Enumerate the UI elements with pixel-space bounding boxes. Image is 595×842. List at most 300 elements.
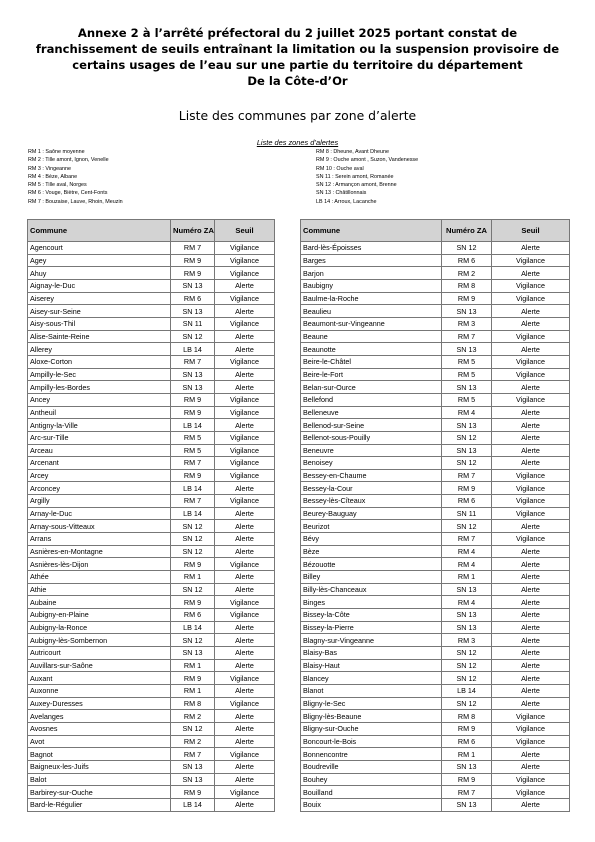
za-cell: SN 13 bbox=[171, 368, 215, 381]
commune-cell: Bellenot-sous-Pouilly bbox=[301, 431, 442, 444]
table-row bbox=[28, 317, 275, 330]
table-row bbox=[301, 406, 570, 419]
seuil-cell: Vigilance bbox=[215, 431, 275, 444]
table-row bbox=[301, 596, 570, 609]
seuil-cell: Alerte bbox=[215, 735, 275, 748]
commune-cell: Bellefond bbox=[301, 393, 442, 406]
commune-cell: Barjon bbox=[301, 267, 442, 280]
commune-cell: Balot bbox=[28, 773, 171, 786]
seuil-cell: Alerte bbox=[492, 267, 570, 280]
table-row bbox=[28, 305, 275, 318]
za-cell: RM 7 bbox=[171, 355, 215, 368]
seuil-cell: Alerte bbox=[492, 419, 570, 432]
commune-cell: Blancey bbox=[301, 672, 442, 685]
seuil-cell: Alerte bbox=[492, 571, 570, 584]
header-seuil: Seuil bbox=[492, 220, 570, 242]
za-cell: RM 7 bbox=[442, 786, 492, 799]
legend-item: RM 9 : Ouche amont , Suzon, Vandenesse bbox=[316, 157, 419, 164]
commune-cell: Arc-sur-Tille bbox=[28, 431, 171, 444]
za-cell: LB 14 bbox=[171, 482, 215, 495]
legend-item: RM 4 : Bèze, Albane bbox=[28, 173, 78, 180]
table-row bbox=[301, 786, 570, 799]
seuil-cell: Alerte bbox=[492, 457, 570, 470]
za-cell: SN 13 bbox=[171, 279, 215, 292]
legend-item: LB 14 : Arroux, Lacanche bbox=[316, 198, 377, 205]
table-row bbox=[301, 368, 570, 381]
seuil-cell: Vigilance bbox=[492, 254, 570, 267]
commune-cell: Aubaine bbox=[28, 596, 171, 609]
table-row bbox=[301, 292, 570, 305]
za-cell: SN 13 bbox=[171, 760, 215, 773]
table-row bbox=[28, 571, 275, 584]
legend-item: RM 2 : Tille amont, Ignon, Venelle bbox=[28, 157, 109, 164]
seuil-cell: Vigilance bbox=[492, 507, 570, 520]
commune-cell: Barbirey-sur-Ouche bbox=[28, 786, 171, 799]
za-cell: RM 7 bbox=[171, 748, 215, 761]
table-row bbox=[28, 292, 275, 305]
table-row bbox=[301, 279, 570, 292]
seuil-cell: Alerte bbox=[492, 305, 570, 318]
commune-cell: Allerey bbox=[28, 343, 171, 356]
za-cell: RM 6 bbox=[442, 495, 492, 508]
seuil-cell: Vigilance bbox=[215, 495, 275, 508]
commune-cell: Avot bbox=[28, 735, 171, 748]
table-row bbox=[301, 317, 570, 330]
commune-cell: Bagnot bbox=[28, 748, 171, 761]
header-commune: Commune bbox=[28, 220, 171, 242]
table-row bbox=[301, 305, 570, 318]
table-row bbox=[28, 330, 275, 343]
seuil-cell: Vigilance bbox=[215, 457, 275, 470]
seuil-cell: Alerte bbox=[492, 520, 570, 533]
seuil-cell: Alerte bbox=[215, 773, 275, 786]
seuil-cell: Alerte bbox=[492, 242, 570, 255]
table-row bbox=[28, 533, 275, 546]
seuil-cell: Vigilance bbox=[215, 254, 275, 267]
seuil-cell: Vigilance bbox=[492, 710, 570, 723]
table-row bbox=[28, 773, 275, 786]
commune-cell: Belan-sur-Ource bbox=[301, 381, 442, 394]
commune-cell: Ahuy bbox=[28, 267, 171, 280]
table-row bbox=[28, 444, 275, 457]
table-row bbox=[28, 457, 275, 470]
seuil-cell: Vigilance bbox=[215, 444, 275, 457]
table-row bbox=[28, 267, 275, 280]
commune-cell: Baulme-la-Roche bbox=[301, 292, 442, 305]
table-row bbox=[28, 507, 275, 520]
seuil-cell: Alerte bbox=[215, 634, 275, 647]
title-line: De la Côte-d’Or bbox=[247, 74, 348, 88]
seuil-cell: Vigilance bbox=[492, 495, 570, 508]
seuil-cell: Alerte bbox=[492, 545, 570, 558]
za-cell: RM 9 bbox=[171, 469, 215, 482]
table-row bbox=[301, 798, 570, 811]
seuil-cell: Alerte bbox=[215, 381, 275, 394]
za-cell: SN 13 bbox=[442, 583, 492, 596]
title-line: certains usages de l’eau sur une partie du territoire du département bbox=[72, 58, 523, 72]
seuil-cell: Alerte bbox=[215, 722, 275, 735]
za-cell: LB 14 bbox=[171, 621, 215, 634]
za-cell: RM 9 bbox=[171, 393, 215, 406]
za-cell: RM 9 bbox=[442, 482, 492, 495]
commune-cell: Autricourt bbox=[28, 647, 171, 660]
seuil-cell: Alerte bbox=[492, 609, 570, 622]
seuil-cell: Alerte bbox=[215, 520, 275, 533]
table-row bbox=[301, 697, 570, 710]
seuil-cell: Vigilance bbox=[215, 609, 275, 622]
table-row bbox=[301, 634, 570, 647]
legend-left bbox=[28, 148, 123, 206]
title-line: franchissement de seuils entraînant la limitation ou la suspension provisoire de bbox=[35, 42, 560, 56]
seuil-cell: Alerte bbox=[492, 583, 570, 596]
commune-cell: Bligny-sur-Ouche bbox=[301, 722, 442, 735]
za-cell: LB 14 bbox=[171, 507, 215, 520]
legend-item: RM 6 : Vouge, Biètre, Cent-Fonts bbox=[28, 190, 108, 197]
commune-cell: Bouhey bbox=[301, 773, 442, 786]
za-cell: RM 6 bbox=[171, 292, 215, 305]
communes-table-right bbox=[300, 219, 570, 812]
seuil-cell: Alerte bbox=[215, 419, 275, 432]
table-row bbox=[301, 267, 570, 280]
commune-cell: Arcey bbox=[28, 469, 171, 482]
za-cell: SN 13 bbox=[442, 381, 492, 394]
za-cell: SN 13 bbox=[442, 609, 492, 622]
table-row bbox=[301, 469, 570, 482]
seuil-cell: Alerte bbox=[215, 305, 275, 318]
seuil-cell: Alerte bbox=[215, 583, 275, 596]
commune-cell: Aubigny-en-Plaine bbox=[28, 609, 171, 622]
seuil-cell: Alerte bbox=[492, 317, 570, 330]
seuil-cell: Alerte bbox=[492, 760, 570, 773]
za-cell: SN 13 bbox=[442, 760, 492, 773]
table-row bbox=[301, 722, 570, 735]
table-row bbox=[28, 368, 275, 381]
table-row bbox=[28, 786, 275, 799]
seuil-cell: Alerte bbox=[492, 697, 570, 710]
za-cell: SN 11 bbox=[171, 317, 215, 330]
seuil-cell: Alerte bbox=[215, 279, 275, 292]
commune-cell: Athie bbox=[28, 583, 171, 596]
commune-cell: Ampilly-le-Sec bbox=[28, 368, 171, 381]
table-row bbox=[301, 583, 570, 596]
za-cell: SN 13 bbox=[442, 798, 492, 811]
za-cell: SN 13 bbox=[442, 305, 492, 318]
za-cell: RM 1 bbox=[442, 571, 492, 584]
seuil-cell: Alerte bbox=[215, 330, 275, 343]
seuil-cell: Alerte bbox=[492, 659, 570, 672]
table-row bbox=[301, 419, 570, 432]
seuil-cell: Alerte bbox=[492, 621, 570, 634]
seuil-cell: Vigilance bbox=[492, 279, 570, 292]
seuil-cell: Vigilance bbox=[215, 393, 275, 406]
commune-cell: Bouix bbox=[301, 798, 442, 811]
za-cell: RM 8 bbox=[442, 710, 492, 723]
za-cell: RM 4 bbox=[442, 558, 492, 571]
table-row bbox=[301, 444, 570, 457]
commune-cell: Beire-le-Châtel bbox=[301, 355, 442, 368]
commune-cell: Beaune bbox=[301, 330, 442, 343]
commune-cell: Bézouotte bbox=[301, 558, 442, 571]
za-cell: SN 12 bbox=[171, 520, 215, 533]
seuil-cell: Vigilance bbox=[492, 469, 570, 482]
za-cell: SN 12 bbox=[171, 533, 215, 546]
seuil-cell: Alerte bbox=[215, 343, 275, 356]
commune-cell: Blagny-sur-Vingeanne bbox=[301, 634, 442, 647]
seuil-cell: Vigilance bbox=[215, 292, 275, 305]
seuil-cell: Vigilance bbox=[215, 697, 275, 710]
table-row bbox=[28, 419, 275, 432]
commune-cell: Agey bbox=[28, 254, 171, 267]
table-row bbox=[28, 469, 275, 482]
table-row bbox=[301, 659, 570, 672]
table-row bbox=[301, 609, 570, 622]
commune-cell: Arconcey bbox=[28, 482, 171, 495]
table-row bbox=[28, 798, 275, 811]
commune-cell: Avelanges bbox=[28, 710, 171, 723]
za-cell: RM 5 bbox=[442, 355, 492, 368]
commune-cell: Arnay-sous-Vitteaux bbox=[28, 520, 171, 533]
commune-cell: Athée bbox=[28, 571, 171, 584]
commune-cell: Aignay-le-Duc bbox=[28, 279, 171, 292]
za-cell: LB 14 bbox=[171, 419, 215, 432]
table-row bbox=[301, 533, 570, 546]
seuil-cell: Alerte bbox=[215, 571, 275, 584]
commune-cell: Belleneuve bbox=[301, 406, 442, 419]
commune-cell: Arrans bbox=[28, 533, 171, 546]
commune-cell: Beaulieu bbox=[301, 305, 442, 318]
seuil-cell: Alerte bbox=[492, 748, 570, 761]
table-row bbox=[28, 596, 275, 609]
za-cell: RM 5 bbox=[171, 431, 215, 444]
table-row bbox=[28, 697, 275, 710]
table-row bbox=[28, 659, 275, 672]
header-za: Numéro ZA bbox=[442, 220, 492, 242]
za-cell: SN 13 bbox=[171, 305, 215, 318]
seuil-cell: Vigilance bbox=[215, 406, 275, 419]
table-row bbox=[301, 621, 570, 634]
za-cell: SN 13 bbox=[171, 647, 215, 660]
table-row bbox=[301, 748, 570, 761]
commune-cell: Blanot bbox=[301, 684, 442, 697]
commune-cell: Boudreville bbox=[301, 760, 442, 773]
za-cell: RM 9 bbox=[442, 773, 492, 786]
table-row bbox=[28, 672, 275, 685]
table-row bbox=[301, 684, 570, 697]
seuil-cell: Vigilance bbox=[215, 469, 275, 482]
za-cell: RM 4 bbox=[442, 545, 492, 558]
seuil-cell: Vigilance bbox=[492, 393, 570, 406]
commune-cell: Bligny-lès-Beaune bbox=[301, 710, 442, 723]
commune-cell: Bessey-en-Chaume bbox=[301, 469, 442, 482]
za-cell: RM 6 bbox=[171, 609, 215, 622]
za-cell: RM 9 bbox=[171, 596, 215, 609]
commune-cell: Billy-lès-Chanceaux bbox=[301, 583, 442, 596]
commune-cell: Binges bbox=[301, 596, 442, 609]
za-cell: RM 7 bbox=[442, 469, 492, 482]
seuil-cell: Vigilance bbox=[492, 735, 570, 748]
table-row bbox=[301, 773, 570, 786]
commune-cell: Beire-le-Fort bbox=[301, 368, 442, 381]
seuil-cell: Alerte bbox=[492, 444, 570, 457]
commune-cell: Bessey-lès-Cîteaux bbox=[301, 495, 442, 508]
table-row bbox=[301, 254, 570, 267]
seuil-cell: Vigilance bbox=[492, 722, 570, 735]
table-row bbox=[301, 355, 570, 368]
table-row bbox=[301, 545, 570, 558]
commune-cell: Aisy-sous-Thil bbox=[28, 317, 171, 330]
za-cell: RM 5 bbox=[442, 368, 492, 381]
seuil-cell: Alerte bbox=[492, 647, 570, 660]
za-cell: SN 11 bbox=[442, 507, 492, 520]
seuil-cell: Alerte bbox=[492, 406, 570, 419]
seuil-cell: Vigilance bbox=[492, 773, 570, 786]
seuil-cell: Alerte bbox=[215, 710, 275, 723]
commune-cell: Auvillars-sur-Saône bbox=[28, 659, 171, 672]
za-cell: SN 12 bbox=[442, 520, 492, 533]
za-cell: RM 9 bbox=[171, 406, 215, 419]
table-row bbox=[28, 647, 275, 660]
table-row bbox=[301, 735, 570, 748]
commune-cell: Aloxe-Corton bbox=[28, 355, 171, 368]
za-cell: SN 12 bbox=[171, 583, 215, 596]
table-row bbox=[301, 558, 570, 571]
za-cell: RM 4 bbox=[442, 596, 492, 609]
commune-cell: Benoisey bbox=[301, 457, 442, 470]
seuil-cell: Vigilance bbox=[215, 596, 275, 609]
seuil-cell: Vigilance bbox=[215, 558, 275, 571]
seuil-cell: Vigilance bbox=[215, 672, 275, 685]
table-row bbox=[28, 279, 275, 292]
table-row bbox=[28, 520, 275, 533]
za-cell: SN 12 bbox=[442, 697, 492, 710]
table-row bbox=[301, 647, 570, 660]
seuil-cell: Alerte bbox=[492, 431, 570, 444]
za-cell: SN 13 bbox=[442, 444, 492, 457]
za-cell: RM 2 bbox=[171, 735, 215, 748]
commune-cell: Barges bbox=[301, 254, 442, 267]
seuil-cell: Alerte bbox=[492, 798, 570, 811]
za-cell: LB 14 bbox=[442, 684, 492, 697]
table-row bbox=[28, 482, 275, 495]
table-row bbox=[28, 621, 275, 634]
commune-cell: Avosnes bbox=[28, 722, 171, 735]
commune-cell: Beurizot bbox=[301, 520, 442, 533]
seuil-cell: Vigilance bbox=[215, 317, 275, 330]
commune-cell: Asnières-en-Montagne bbox=[28, 545, 171, 558]
za-cell: RM 6 bbox=[442, 735, 492, 748]
za-cell: SN 13 bbox=[442, 621, 492, 634]
commune-cell: Aisey-sur-Seine bbox=[28, 305, 171, 318]
za-cell: RM 9 bbox=[171, 267, 215, 280]
za-cell: SN 12 bbox=[442, 672, 492, 685]
commune-cell: Arcenant bbox=[28, 457, 171, 470]
seuil-cell: Alerte bbox=[215, 647, 275, 660]
table-row bbox=[28, 545, 275, 558]
seuil-cell: Alerte bbox=[215, 798, 275, 811]
legend-item: RM 8 : Dheune, Avant Dheune bbox=[316, 149, 390, 155]
table-row bbox=[301, 343, 570, 356]
commune-cell: Bèze bbox=[301, 545, 442, 558]
seuil-cell: Alerte bbox=[492, 558, 570, 571]
commune-cell: Bissey-la-Pierre bbox=[301, 621, 442, 634]
seuil-cell: Vigilance bbox=[215, 242, 275, 255]
table-row bbox=[28, 684, 275, 697]
za-cell: SN 12 bbox=[442, 242, 492, 255]
table-row bbox=[28, 242, 275, 255]
table-row bbox=[28, 583, 275, 596]
seuil-cell: Vigilance bbox=[215, 748, 275, 761]
commune-cell: Beaumont-sur-Vingeanne bbox=[301, 317, 442, 330]
seuil-cell: Alerte bbox=[215, 533, 275, 546]
za-cell: SN 12 bbox=[171, 330, 215, 343]
commune-cell: Bellenod-sur-Seine bbox=[301, 419, 442, 432]
table-row bbox=[301, 330, 570, 343]
table-row bbox=[301, 381, 570, 394]
table-row bbox=[28, 609, 275, 622]
seuil-cell: Alerte bbox=[492, 634, 570, 647]
za-cell: SN 12 bbox=[442, 431, 492, 444]
legend-item: RM 7 : Bouzaise, Lauve, Rhoin, Meuzin bbox=[28, 198, 123, 205]
commune-cell: Billey bbox=[301, 571, 442, 584]
table-row bbox=[28, 431, 275, 444]
commune-cell: Boncourt-le-Bois bbox=[301, 735, 442, 748]
table-row bbox=[28, 634, 275, 647]
za-cell: SN 12 bbox=[442, 659, 492, 672]
seuil-cell: Vigilance bbox=[215, 786, 275, 799]
seuil-cell: Alerte bbox=[492, 381, 570, 394]
header-seuil: Seuil bbox=[215, 220, 275, 242]
commune-cell: Blaisy-Haut bbox=[301, 659, 442, 672]
commune-cell: Bouilland bbox=[301, 786, 442, 799]
table-row bbox=[28, 343, 275, 356]
header-commune: Commune bbox=[301, 220, 442, 242]
commune-cell: Blaisy-Bas bbox=[301, 647, 442, 660]
table-row bbox=[301, 507, 570, 520]
seuil-cell: Vigilance bbox=[492, 533, 570, 546]
commune-cell: Bévy bbox=[301, 533, 442, 546]
legend-item: SN 13 : Châtillonnais bbox=[316, 190, 367, 197]
za-cell: RM 8 bbox=[442, 279, 492, 292]
seuil-cell: Alerte bbox=[492, 343, 570, 356]
za-cell: RM 2 bbox=[442, 267, 492, 280]
table-row bbox=[28, 760, 275, 773]
commune-cell: Agencourt bbox=[28, 242, 171, 255]
seuil-cell: Alerte bbox=[215, 760, 275, 773]
page-subtitle: Liste des communes par zone d’alerte bbox=[178, 108, 417, 123]
header-za: Numéro ZA bbox=[171, 220, 215, 242]
seuil-cell: Vigilance bbox=[215, 355, 275, 368]
legend-item: RM 3 : Vingeanne bbox=[28, 165, 72, 172]
za-cell: RM 7 bbox=[442, 533, 492, 546]
za-cell: SN 12 bbox=[171, 722, 215, 735]
za-cell: RM 7 bbox=[171, 457, 215, 470]
table-row bbox=[28, 254, 275, 267]
seuil-cell: Alerte bbox=[215, 621, 275, 634]
za-cell: RM 3 bbox=[442, 317, 492, 330]
seuil-cell: Alerte bbox=[492, 672, 570, 685]
za-cell: RM 9 bbox=[171, 558, 215, 571]
legend-item: SN 11 : Serein amont, Romanée bbox=[316, 173, 394, 180]
za-cell: RM 2 bbox=[171, 710, 215, 723]
table-row bbox=[301, 495, 570, 508]
commune-cell: Bard-lès-Époisses bbox=[301, 242, 442, 255]
za-cell: RM 1 bbox=[171, 571, 215, 584]
table-row bbox=[301, 431, 570, 444]
za-cell: LB 14 bbox=[171, 343, 215, 356]
seuil-cell: Vigilance bbox=[215, 267, 275, 280]
commune-cell: Bard-le-Régulier bbox=[28, 798, 171, 811]
commune-cell: Argilly bbox=[28, 495, 171, 508]
